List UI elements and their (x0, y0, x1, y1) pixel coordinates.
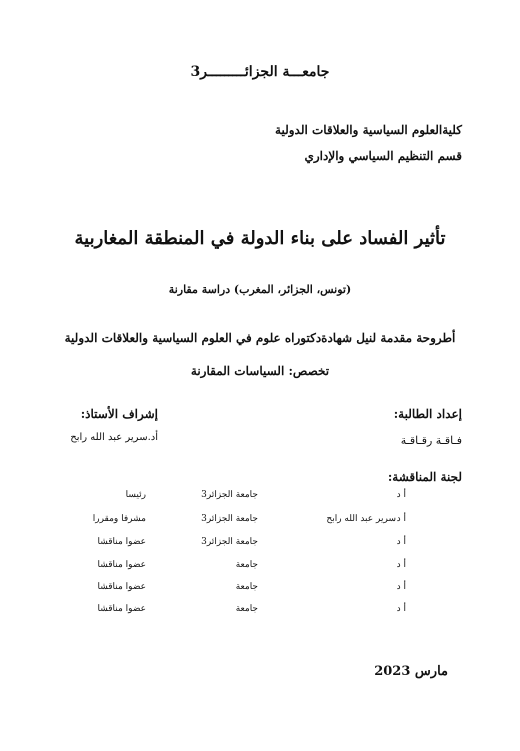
committee-row (0, 537, 520, 557)
committee-role: مشرفا ومقررا (92, 514, 146, 524)
committee-university: جامعة (235, 604, 258, 614)
supervision-label: إشراف الأستاذ: (80, 407, 158, 421)
committee-university: جامعة الجزائر3 (201, 537, 258, 547)
committee-row (0, 514, 520, 534)
date-year: 2023 (374, 664, 411, 679)
faculty-name: كليةالعلوم السياسية والعلاقات الدولية (275, 123, 462, 137)
committee-label: لجنة المناقشة: (387, 470, 462, 484)
committee-role: عضوا مناقشا (97, 560, 146, 570)
committee-row (0, 490, 520, 510)
committee-role: عضوا مناقشا (97, 537, 146, 547)
committee-row (0, 582, 520, 602)
specialty-line: تخصص: السياسات المقارنة (190, 364, 330, 378)
supervisor-name: أد.سرير عبد الله رابح (70, 432, 158, 443)
committee-title: أ د (396, 604, 406, 614)
committee-role: عضوا مناقشا (97, 604, 146, 614)
defense-date (364, 664, 448, 679)
university-name: جامعـــة الجزائـــــــــر3 (190, 64, 330, 80)
committee-table (0, 490, 520, 620)
committee-role: رئيسا (125, 490, 146, 500)
committee-university: جامعة (235, 560, 258, 570)
committee-university: جامعة (235, 582, 258, 592)
committee-title: أ د (396, 560, 406, 570)
committee-row (0, 604, 520, 624)
committee-title: أ د (396, 514, 406, 524)
committee-member-name: سرير عبد الله رابح (326, 514, 396, 524)
prepared-by-label: إعداد الطالبة: (393, 407, 462, 421)
committee-row (0, 560, 520, 580)
student-name: فـاقـة رقـاقـة (400, 434, 462, 447)
date-month: مارس (414, 664, 448, 679)
thesis-subtitle: (تونس، الجزائر، المغرب) دراسة مقارنة (168, 283, 352, 296)
committee-title: أ د (396, 582, 406, 592)
committee-university: جامعة الجزائر3 (201, 490, 258, 500)
department-name: قسم التنظيم السياسي والإداري (304, 149, 462, 163)
committee-university: جامعة الجزائر3 (201, 514, 258, 524)
committee-title: أ د (396, 537, 406, 547)
committee-role: عضوا مناقشا (97, 582, 146, 592)
committee-title: أ د (396, 490, 406, 500)
thesis-title: تأثير الفساد على بناء الدولة في المنطقة المغاربية (74, 228, 446, 249)
degree-statement: أطروحة مقدمة لنيل شهادةدكتوراه علوم في العلوم السياسية والعلاقات الدولية (64, 331, 456, 345)
